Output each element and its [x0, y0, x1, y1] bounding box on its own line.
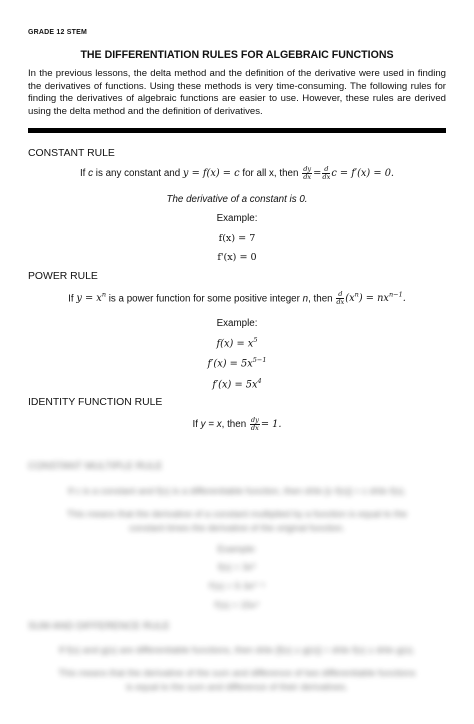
exponent: 5: [253, 336, 258, 344]
statement-text: is a power function for some positive integer: [108, 293, 300, 305]
power-rule-heading: POWER RULE: [28, 271, 98, 282]
statement-text: n: [302, 293, 309, 305]
fraction-numerator: dy: [250, 416, 259, 424]
blurred-statement: If f(x) and g(x) are differentiable functions, then d/dx [f(x) ± g(x)] = d/dx f(x) ± d/dx g(x).: [58, 644, 416, 655]
constant-rule-note: The derivative of a constant is 0.: [166, 194, 308, 205]
blurred-example-line: f′(x) = 5·3x⁵⁻¹: [208, 580, 266, 591]
fraction-denominator: dx: [322, 173, 331, 181]
exponent: n−1: [388, 291, 403, 299]
blurred-example-line: f′(x) = 15x⁴: [214, 599, 260, 610]
equation-part: (x: [345, 293, 355, 305]
fraction-numerator: d: [338, 290, 343, 299]
page-title: THE DIFFERENTIATION RULES FOR ALGEBRAIC FUNCTIONS: [80, 49, 394, 61]
grade-label: GRADE 12 STEM: [28, 29, 87, 36]
statement-text: y = x: [200, 419, 222, 431]
equation-part: f(x) = x: [216, 338, 254, 350]
equation: c = f′(x) = 0.: [331, 168, 395, 180]
equation-part: ) = nx: [358, 293, 389, 305]
identity-rule-statement: [0, 417, 474, 432]
exponent: 5−1: [252, 356, 267, 364]
example-line: [0, 377, 474, 390]
equation: y = f(x) = c: [182, 168, 240, 180]
identity-rule-heading: IDENTITY FUNCTION RULE: [28, 397, 163, 408]
constant-multiple-rule-heading: CONSTANT MULTIPLE RULE: [28, 461, 163, 472]
blurred-note: This means that the derivative of a constant multiplied by a function is equal to the: [66, 508, 408, 519]
blurred-example-line: f(x) = 3x⁵: [217, 561, 256, 572]
example-line: [0, 336, 474, 349]
fraction-denominator: dx: [303, 173, 312, 181]
exponent: n: [101, 291, 107, 299]
power-rule-statement: [0, 291, 474, 306]
fraction-d-dx: [336, 291, 344, 306]
statement-text: If: [192, 419, 198, 431]
exponent: n: [354, 291, 359, 299]
blurred-statement: If c is a constant and f(x) is a differentiable function, then d/dx [c·f(x)] = c d/dx f(x).: [67, 485, 407, 496]
fraction-denominator: dx: [250, 424, 259, 432]
equation-part: f′(x) = 5x: [212, 379, 258, 391]
blurred-preview-section: [0, 455, 474, 724]
equation-part: .: [402, 293, 406, 305]
sum-difference-rule-heading: SUM AND DIFFERENCE RULE: [28, 621, 170, 632]
blurred-note: is equal to the sum and difference of their derivatives.: [126, 681, 348, 692]
blurred-note: constant times the derivative of the original function.: [129, 522, 345, 533]
constant-rule-heading: CONSTANT RULE: [28, 148, 115, 159]
example-line: [0, 356, 474, 369]
equation: = 1.: [260, 419, 282, 431]
example-label: Example:: [216, 318, 258, 329]
equation: [345, 293, 406, 304]
constant-rule-statement: [0, 166, 474, 181]
equation-part: y = x: [76, 293, 102, 305]
statement-text: If: [68, 293, 74, 305]
intro-paragraph: In the previous lessons, the delta method and the definition of the derivative were used in finding the derivatives of functions. Using these methods is very time-consuming. The following rules for finding the derivatives of algebraic functions are easier to use. However, these rules are derived using the delta method and the definition of derivatives.: [28, 68, 446, 117]
equation: [76, 293, 106, 304]
statement-text: is any constant and: [95, 168, 181, 180]
blurred-example-label: Example:: [217, 543, 257, 554]
equation-part: f′(x) = 5x: [207, 358, 253, 370]
fraction-denominator: dx: [336, 298, 345, 307]
fraction-d-dx: [322, 166, 330, 181]
fraction-dy-dx: [302, 166, 312, 181]
equation: =: [313, 168, 322, 180]
statement-text: for all x, then: [242, 168, 299, 180]
horizontal-divider: [28, 128, 446, 133]
fraction-numerator: dy: [303, 165, 312, 173]
blurred-note: This means that the derivative of the sum and difference of two differentiable functions: [58, 667, 416, 678]
example-label: Example:: [216, 213, 258, 224]
fraction-numerator: d: [324, 165, 329, 173]
example-line: f(x) = 7: [218, 233, 256, 244]
example-line: f'(x) = 0: [217, 252, 257, 263]
statement-text: , then: [308, 293, 333, 305]
statement-text: c: [88, 168, 94, 180]
statement-text: , then: [221, 419, 247, 431]
fraction-dy-dx: [250, 417, 260, 432]
exponent: 4: [257, 377, 262, 385]
statement-text: If: [79, 168, 86, 180]
